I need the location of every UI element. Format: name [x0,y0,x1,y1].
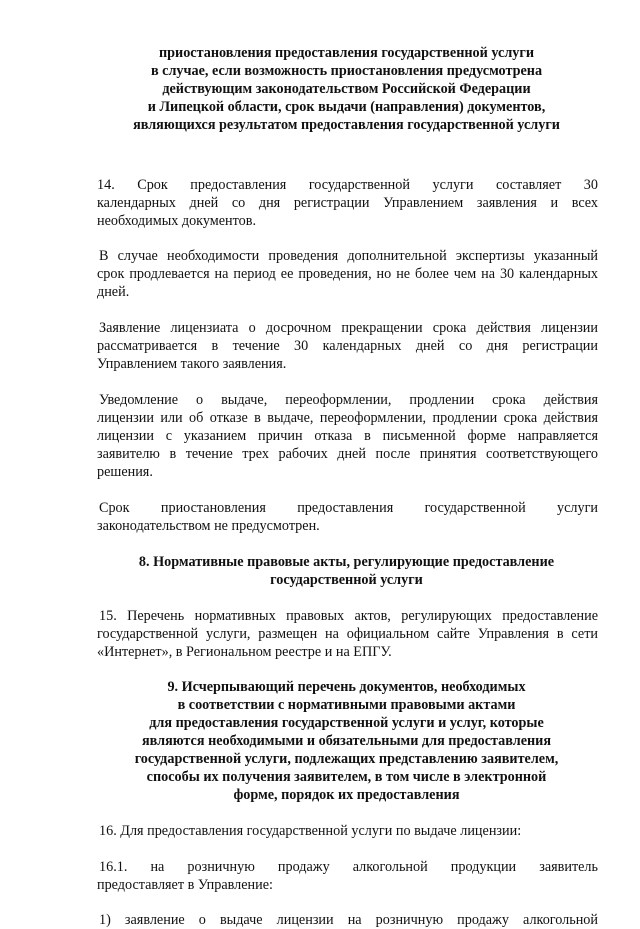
paragraph-line: Управлением такого заявления. [97,356,287,372]
heading-line: способы их получения заявителем, в том числе в электронной [146,769,547,785]
paragraph-line: законодательством не предусмотрен. [97,518,320,534]
heading-line: в случае, если возможность приостановления предусмотрена [150,63,543,79]
section-heading-9 [95,678,598,804]
heading-line: государственной услуги [270,572,423,588]
heading-line: 9. Исчерпывающий перечень документов, необходимых [167,679,526,695]
paragraph-suspension [95,499,598,535]
paragraph-line: Уведомление о выдаче, переоформлении, продлении срока действия [99,392,598,408]
section-heading-top [95,44,598,134]
paragraph-line: 15. Перечень нормативных правовых актов, регулирующих предоставление [99,608,598,624]
paragraph-line: 14. Срок предоставления государственной услуги составляет 30 [97,177,598,193]
paragraph-early-termination [95,319,598,373]
heading-line: государственной услуги, подлежащих представлению заявителем, [134,751,559,767]
paragraph-line: 1) заявление о выдаче лицензии на розничную продажу алкогольной [99,912,598,928]
paragraph-line: 16.1. на розничную продажу алкогольной продукции заявитель [99,859,598,875]
paragraph-line: решения. [97,464,153,480]
paragraph-item-1 [95,911,598,929]
section-heading-8 [95,553,598,589]
paragraph-line: лицензии с указанием причин отказа в письменной форме направляется [97,428,598,444]
paragraph-line: предоставляет в Управление: [97,877,273,893]
paragraph-line: необходимых документов. [97,213,256,229]
paragraph-line: рассматривается в течение 30 календарных дней со дня регистрации [97,338,598,354]
paragraph-line: заявителю в течение трех рабочих дней после принятия соответствующего [97,446,598,462]
heading-line: являющихся результатом предоставления государственной услуги [133,117,560,133]
heading-line: 8. Нормативные правовые акты, регулирующие предоставление [138,554,555,570]
paragraph-examination [95,247,598,301]
paragraph-line: В случае необходимости проведения дополнительной экспертизы указанный [99,248,598,264]
paragraph-line: «Интернет», в Региональном реестре и на ЕПГУ. [97,644,392,660]
paragraph-line: Заявление лицензиата о досрочном прекращении срока действия лицензии [99,320,598,336]
heading-line: для предоставления государственной услуги и услуг, которые [149,715,544,731]
paragraph-14 [95,176,598,230]
paragraph-line: календарных дней со дня регистрации Управлением заявления и всех [97,195,598,211]
heading-line: являются необходимыми и обязательными для предоставления [141,733,552,749]
paragraph-16-1 [95,858,598,894]
heading-line: форме, порядок их предоставления [233,787,460,803]
heading-line: в соответствии с нормативными правовыми актами [177,697,516,713]
paragraph-line: государственной услуги, размещен на официальном сайте Управления в сети [97,626,598,642]
heading-line: действующим законодательством Российской Федерации [162,81,531,97]
heading-line: приостановления предоставления государственной услуги [158,45,535,61]
paragraph-15 [95,607,598,661]
paragraph-line: срок продлевается на период ее проведения, но не более чем на 30 календарных [97,266,598,282]
heading-line: и Липецкой области, срок выдачи (направления) документов, [147,99,546,115]
paragraph-16 [95,822,598,840]
document-page [95,44,598,929]
paragraph-notification [95,391,598,481]
paragraph-line: дней. [97,284,130,300]
paragraph-line: Срок приостановления предоставления государственной услуги [99,500,598,516]
paragraph-line: 16. Для предоставления государственной услуги по выдаче лицензии: [99,823,522,839]
paragraph-line: лицензии или об отказе в выдаче, переоформлении, продлении срока действия [97,410,598,426]
